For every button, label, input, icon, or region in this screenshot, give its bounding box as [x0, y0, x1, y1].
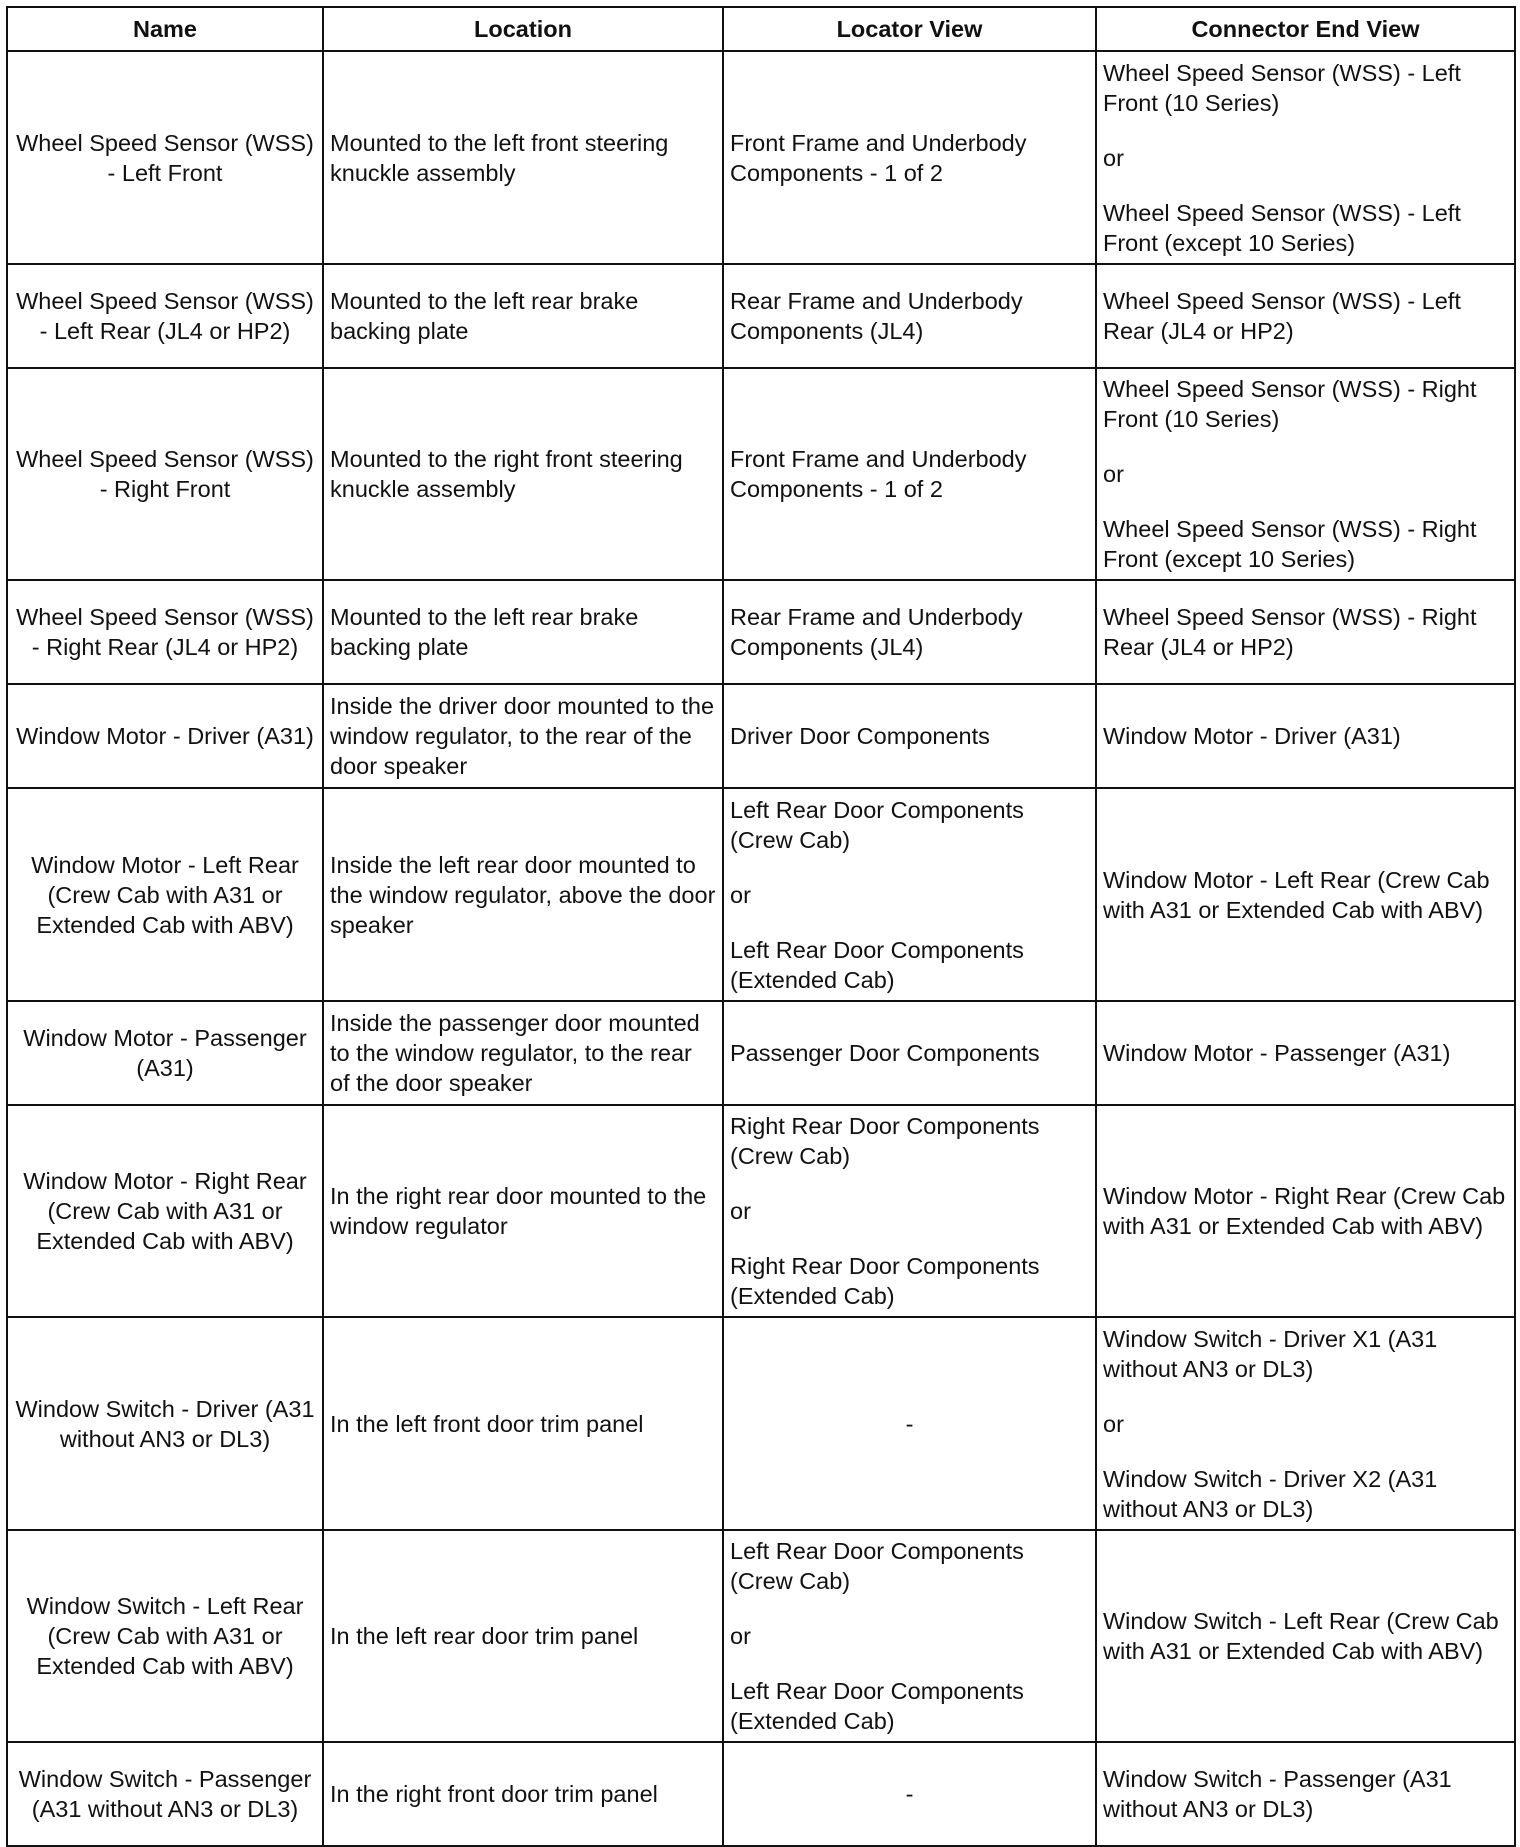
connector-cell	[1096, 684, 1515, 788]
locator-cell	[723, 1317, 1096, 1530]
table-row	[7, 1001, 1515, 1105]
connector-cell	[1096, 1001, 1515, 1105]
location-cell: Inside the left rear door mounted to the window regulator, above the door speaker	[323, 788, 723, 1001]
connector-cell	[1096, 1530, 1515, 1742]
locator-or-text: or	[730, 1623, 751, 1649]
header-location: Location	[323, 7, 723, 51]
name-cell: Window Switch - Driver (A31 without AN3 or DL3)	[7, 1317, 323, 1530]
connector-cell	[1096, 1105, 1515, 1317]
locator-text: Driver Door Components	[730, 723, 990, 749]
locator-cell	[723, 1001, 1096, 1105]
table-row	[7, 1742, 1515, 1846]
locator-text: -	[905, 1410, 914, 1437]
table-row	[7, 264, 1515, 368]
component-locator-table	[6, 6, 1516, 1847]
table-body	[7, 51, 1515, 1846]
locator-text: Right Rear Door Components (Crew Cab)	[730, 1113, 1040, 1169]
locator-text: Front Frame and Underbody Components - 1 of 2	[730, 446, 1027, 502]
locator-cell	[723, 368, 1096, 580]
connector-text: Wheel Speed Sensor (WSS) - Right Front (except 10 Series)	[1103, 516, 1477, 572]
location-cell: In the left rear door trim panel	[323, 1530, 723, 1742]
locator-text: -	[905, 1781, 914, 1807]
table-row	[7, 51, 1515, 264]
location-cell: In the right front door trim panel	[323, 1742, 723, 1846]
name-cell: Window Switch - Passenger (A31 without AN3 or DL3)	[7, 1742, 323, 1846]
locator-text: Left Rear Door Components (Extended Cab)	[730, 1678, 1024, 1734]
location-cell: In the left front door trim panel	[323, 1317, 723, 1530]
location-cell: Mounted to the left rear brake backing plate	[323, 264, 723, 368]
connector-cell	[1096, 788, 1515, 1001]
table-row	[7, 1317, 1515, 1530]
connector-text: Wheel Speed Sensor (WSS) - Right Front (10 Series)	[1103, 376, 1477, 432]
locator-cell	[723, 1742, 1096, 1846]
locator-cell	[723, 580, 1096, 684]
locator-or-text: or	[730, 881, 751, 908]
locator-cell	[723, 1105, 1096, 1317]
table-row	[7, 580, 1515, 684]
connector-cell	[1096, 1742, 1515, 1846]
connector-text: Window Motor - Right Rear (Crew Cab with A31 or Extended Cab with ABV)	[1103, 1183, 1506, 1239]
header-name: Name	[7, 7, 323, 51]
table-row	[7, 368, 1515, 580]
connector-text: Wheel Speed Sensor (WSS) - Left Front (10 Series)	[1103, 59, 1461, 116]
location-cell: Mounted to the left rear brake backing plate	[323, 580, 723, 684]
header-row	[7, 7, 1515, 51]
connector-cell	[1096, 580, 1515, 684]
location-cell: In the right rear door mounted to the window regulator	[323, 1105, 723, 1317]
locator-text: Rear Frame and Underbody Components (JL4)	[730, 288, 1023, 344]
connector-or-text: or	[1103, 461, 1124, 487]
connector-text: Window Switch - Driver X1 (A31 without AN3 or DL3)	[1103, 1325, 1438, 1382]
connector-cell	[1096, 264, 1515, 368]
connector-text: Wheel Speed Sensor (WSS) - Left Rear (JL4 or HP2)	[1103, 288, 1461, 344]
connector-text: Window Motor - Driver (A31)	[1103, 723, 1401, 749]
table-row	[7, 1105, 1515, 1317]
connector-text: Wheel Speed Sensor (WSS) - Right Rear (JL4 or HP2)	[1103, 604, 1477, 660]
connector-cell	[1096, 51, 1515, 264]
name-cell: Wheel Speed Sensor (WSS) - Left Front	[7, 51, 323, 264]
table-row	[7, 684, 1515, 788]
locator-text: Left Rear Door Components (Extended Cab)	[730, 936, 1024, 993]
locator-cell	[723, 1530, 1096, 1742]
connector-text: Window Motor - Passenger (A31)	[1103, 1040, 1451, 1066]
table-row	[7, 788, 1515, 1001]
locator-text: Right Rear Door Components (Extended Cab)	[730, 1253, 1040, 1309]
location-cell: Inside the driver door mounted to the window regulator, to the rear of the door speaker	[323, 684, 723, 788]
name-cell: Window Motor - Left Rear (Crew Cab with A31 or Extended Cab with ABV)	[7, 788, 323, 1001]
connector-text: Window Switch - Passenger (A31 without AN3 or DL3)	[1103, 1766, 1452, 1822]
connector-text: Window Switch - Driver X2 (A31 without AN3 or DL3)	[1103, 1465, 1438, 1522]
name-cell: Window Motor - Driver (A31)	[7, 684, 323, 788]
locator-cell	[723, 51, 1096, 264]
connector-cell	[1096, 368, 1515, 580]
locator-text: Left Rear Door Components (Crew Cab)	[730, 1538, 1024, 1594]
connector-cell	[1096, 1317, 1515, 1530]
locator-cell	[723, 788, 1096, 1001]
name-cell: Window Motor - Passenger (A31)	[7, 1001, 323, 1105]
header-connector-end-view: Connector End View	[1096, 7, 1515, 51]
location-cell: Inside the passenger door mounted to the window regulator, to the rear of the door speaker	[323, 1001, 723, 1105]
connector-text: Window Motor - Left Rear (Crew Cab with A31 or Extended Cab with ABV)	[1103, 866, 1490, 923]
name-cell: Window Motor - Right Rear (Crew Cab with A31 or Extended Cab with ABV)	[7, 1105, 323, 1317]
locator-text: Passenger Door Components	[730, 1040, 1040, 1066]
locator-or-text: or	[730, 1198, 751, 1224]
header-locator-view: Locator View	[723, 7, 1096, 51]
name-cell: Wheel Speed Sensor (WSS) - Right Front	[7, 368, 323, 580]
locator-cell	[723, 684, 1096, 788]
location-cell: Mounted to the right front steering knuckle assembly	[323, 368, 723, 580]
name-cell: Wheel Speed Sensor (WSS) - Right Rear (JL4 or HP2)	[7, 580, 323, 684]
locator-cell	[723, 264, 1096, 368]
name-cell: Window Switch - Left Rear (Crew Cab with A31 or Extended Cab with ABV)	[7, 1530, 323, 1742]
locator-text: Front Frame and Underbody Components - 1 of 2	[730, 129, 1027, 186]
connector-or-text: or	[1103, 144, 1124, 171]
locator-text: Left Rear Door Components (Crew Cab)	[730, 796, 1024, 853]
connector-or-text: or	[1103, 1410, 1124, 1437]
connector-text: Window Switch - Left Rear (Crew Cab with A31 or Extended Cab with ABV)	[1103, 1608, 1499, 1664]
table-row	[7, 1530, 1515, 1742]
location-cell: Mounted to the left front steering knuckle assembly	[323, 51, 723, 264]
name-cell: Wheel Speed Sensor (WSS) - Left Rear (JL4 or HP2)	[7, 264, 323, 368]
connector-text: Wheel Speed Sensor (WSS) - Left Front (except 10 Series)	[1103, 199, 1461, 256]
locator-text: Rear Frame and Underbody Components (JL4)	[730, 604, 1023, 660]
